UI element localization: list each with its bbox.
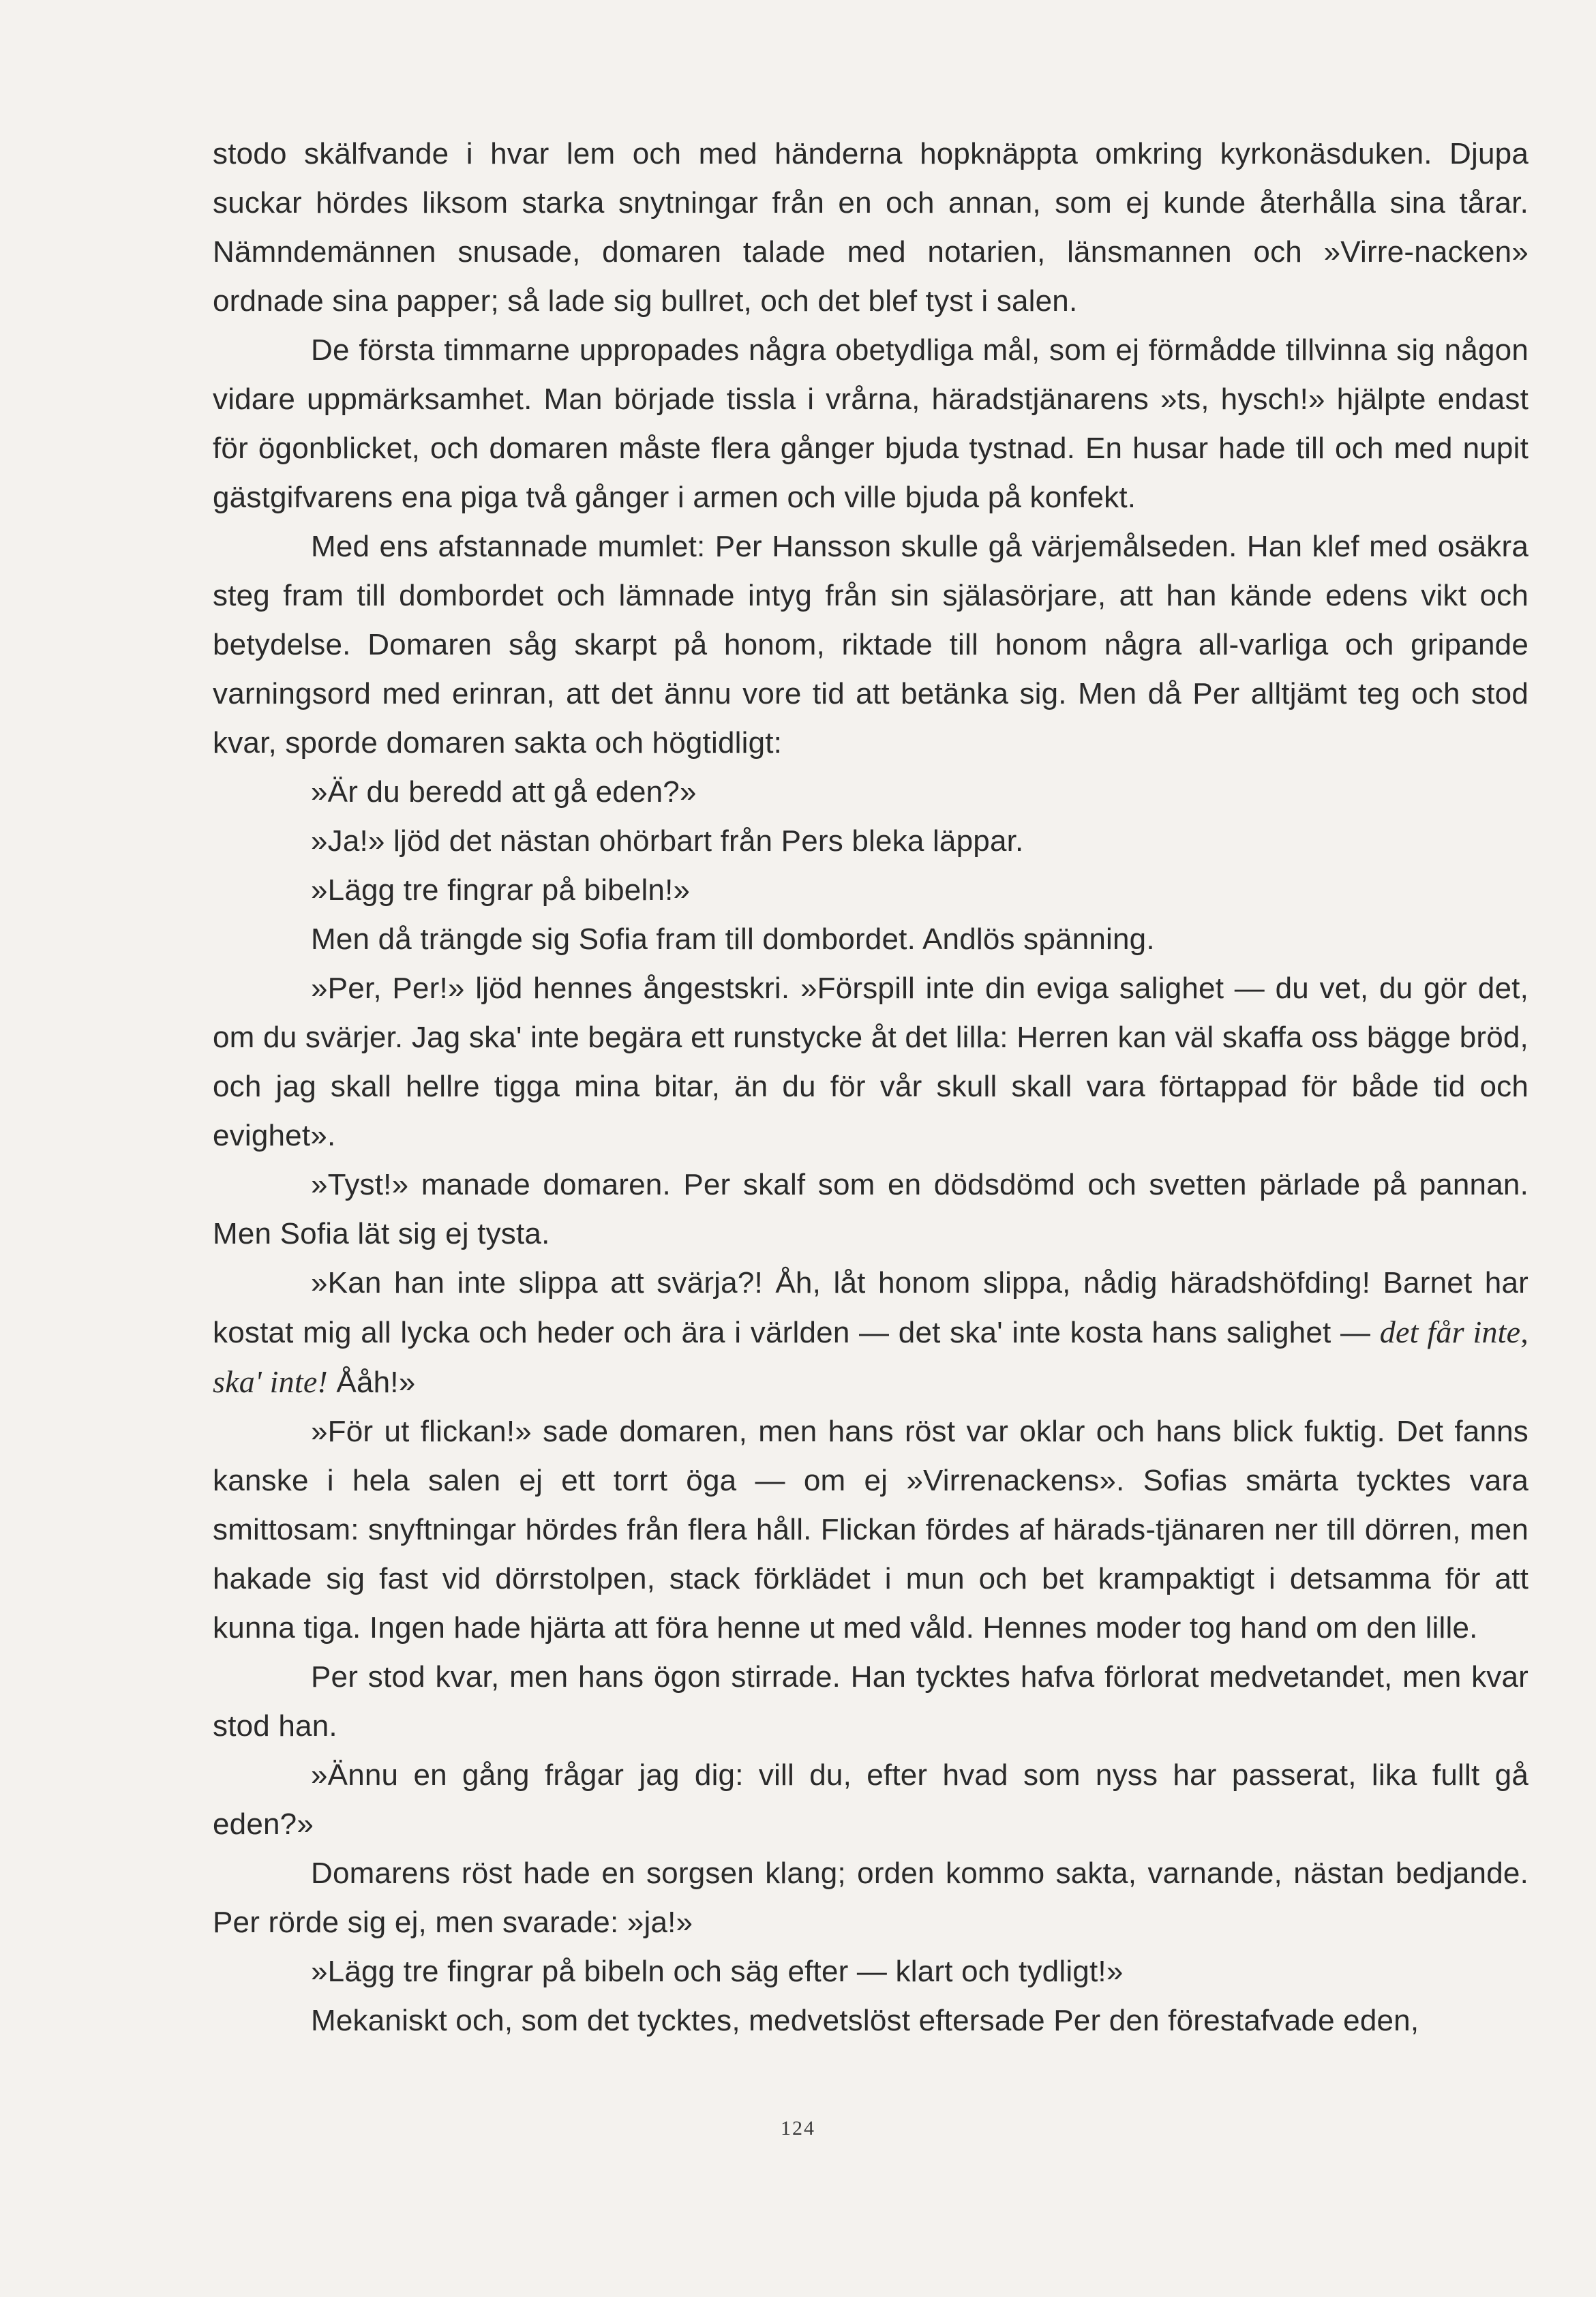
paragraph: »Ja!» ljöd det nästan ohörbart från Pers bleka läppar. xyxy=(311,824,1024,858)
italic-emphasis: det får inte, ska' inte! xyxy=(213,1315,1529,1399)
paragraph: Med ens afstannade mumlet: Per Hansson skulle gå värjemålseden. Han klef med osäkra steg fram till dombordet och lämnade intyg från sin själasörjare, att han kände edens vikt och betydelse. Domaren såg skarpt på honom, riktade till honom några all-varliga och gripande varningsord med erinran, att det ännu vore tid att betänka sig. Men då Per alltjämt teg och stod kvar, sporde domaren sakta och högtidligt: xyxy=(213,530,1529,760)
paragraph: Domarens röst hade en sorgsen klang; orden kommo sakta, varnande, nästan bedjande. Per rörde sig ej, men svarade: »ja!» xyxy=(213,1857,1529,1939)
paragraph: »Ännu en gång frågar jag dig: vill du, efter hvad som nyss har passerat, lika fullt gå eden?» xyxy=(213,1758,1529,1841)
paragraph: »Lägg tre fingrar på bibeln!» xyxy=(311,873,691,907)
paragraph: Per stod kvar, men hans ögon stirrade. Han tycktes hafva förlorat medvetandet, men kvar stod han. xyxy=(213,1660,1529,1743)
paragraph: »Per, Per!» ljöd hennes ångestskri. »Förspill inte din eviga salighet — du vet, du gör det, om du svärjer. Jag ska' inte begära ett runstycke åt det lilla: Herren kan väl skaffa oss bägge bröd, och jag skall hellre tigga mina bitar, än du för vår skull skall vara förtappad för både tid och evighet». xyxy=(213,972,1529,1152)
paragraph: Men då trängde sig Sofia fram till dombordet. Andlös spänning. xyxy=(311,922,1155,956)
body-text xyxy=(213,130,1529,2045)
paragraph: »Lägg tre fingrar på bibeln och säg efter — klart och tydligt!» xyxy=(311,1955,1124,1988)
paragraph-text: Ååh!» xyxy=(336,1366,416,1399)
paragraph: Mekaniskt och, som det tycktes, medvetslöst eftersade Per den förestafvade eden, xyxy=(311,2004,1419,2037)
paragraph: stodo skälfvande i hvar lem och med händerna hopknäppta omkring kyrkonäsduken. Djupa suckar hördes liksom starka snytningar från en och annan, som ej kunde återhålla sina tårar. Nämndemännen snusade, domaren talade med notarien, länsmannen och »Virre-nacken» ordnade sina papper; så lade sig bullret, och det blef tyst i salen. xyxy=(213,137,1529,318)
page-number: 124 xyxy=(781,2117,815,2140)
paragraph: »För ut flickan!» sade domaren, men hans röst var oklar och hans blick fuktig. Det fanns kanske i hela salen ej ett torrt öga — om ej »Virrenackens». Sofias smärta tycktes vara smittosam: snyftningar hördes från flera håll. Flickan fördes af härads-tjänaren ner till dörren, men hakade sig fast vid dörrstolpen, stack förklädet i mun och bet krampaktigt i detsamma för att kunna tiga. Ingen hade hjärta att föra henne ut med våld. Hennes moder tog hand om den lille. xyxy=(213,1415,1529,1645)
paragraph: De första timmarne uppropades några obetydliga mål, som ej förmådde tillvinna sig någon vidare uppmärksamhet. Man började tissla i vrårna, häradstjänarens »ts, hysch!» hjälpte endast för ögonblicket, och domaren måste flera gånger bjuda tystnad. En husar hade till och med nupit gästgifvarens ena piga två gånger i armen och ville bjuda på konfekt. xyxy=(213,333,1529,514)
paragraph-text: »Kan han inte slippa att svärja?! Åh, låt honom slippa, nådig häradshöfding! Barnet har kostat mig all lycka och heder och ära i världen — det ska' inte kosta hans salighet — xyxy=(213,1266,1529,1349)
paragraph xyxy=(213,1259,1529,1407)
paragraph: »Är du beredd att gå eden?» xyxy=(311,775,697,809)
paragraph: »Tyst!» manade domaren. Per skalf som en dödsdömd och svetten pärlade på pannan. Men Sofia lät sig ej tysta. xyxy=(213,1168,1529,1250)
